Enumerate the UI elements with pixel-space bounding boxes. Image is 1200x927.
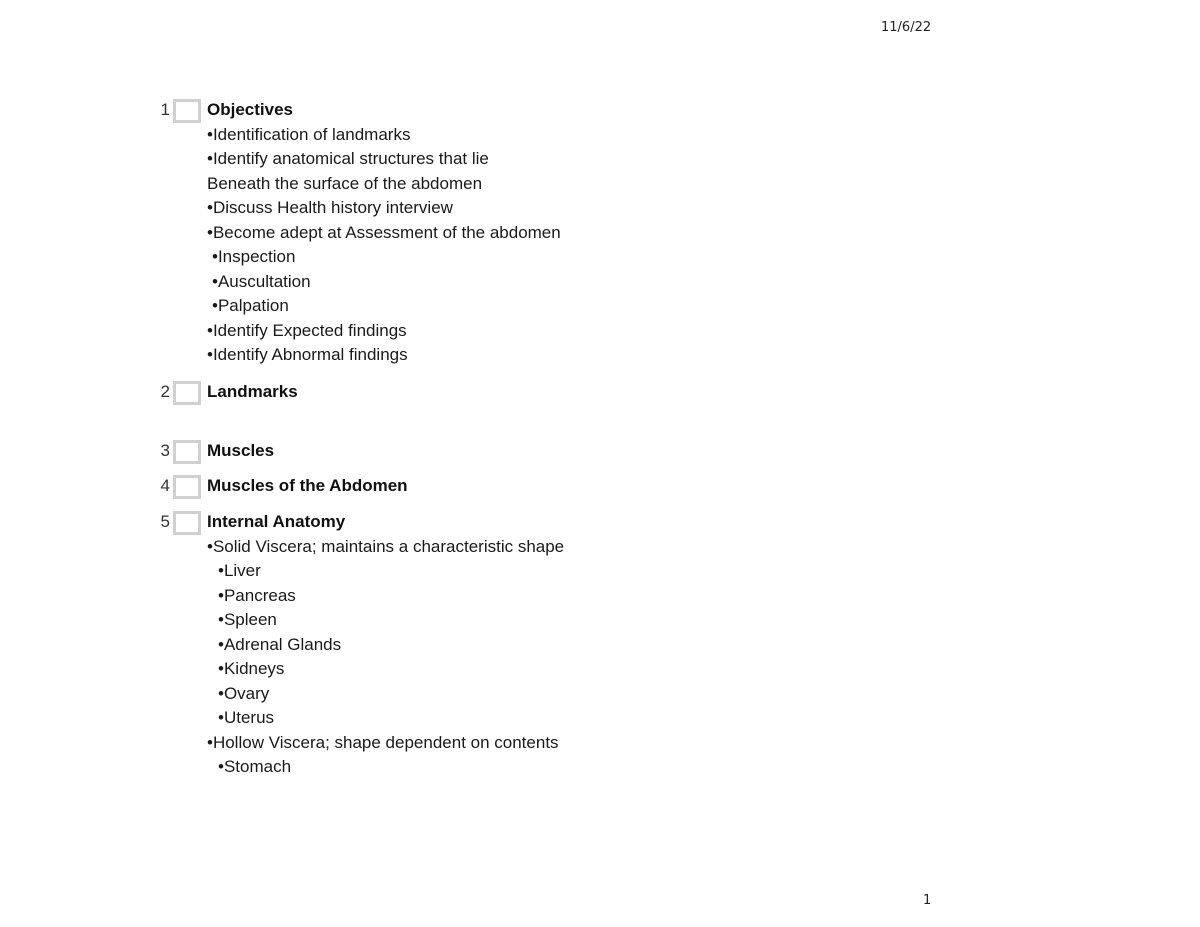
list-item: •Palpation [212, 296, 289, 315]
slide-notes [207, 535, 564, 780]
slide-thumbnail[interactable] [173, 440, 201, 464]
list-item: •Pancreas [218, 585, 296, 605]
slide-notes [207, 123, 561, 368]
slide-thumbnail[interactable] [173, 475, 201, 499]
slide-number: 5 [160, 512, 170, 531]
slide-number: 3 [160, 441, 170, 460]
list-item: •Become adept at Assessment of the abdomen [207, 222, 561, 242]
list-item: •Discuss Health history interview [207, 198, 453, 217]
slide-thumbnail[interactable] [173, 99, 201, 123]
slide-thumbnail[interactable] [173, 381, 201, 405]
list-item: •Identify Abnormal findings [207, 345, 408, 364]
slide-title: Muscles of the Abdomen [207, 476, 408, 495]
list-item: •Stomach [218, 757, 292, 776]
list-item: •Identify anatomical structures that lie [207, 149, 489, 168]
print-date: 11/6/22 [881, 20, 932, 35]
slide-title: Landmarks [207, 382, 298, 401]
page-number: 1 [923, 893, 932, 908]
list-item: •Adrenal Glands [218, 634, 342, 654]
list-item: •Solid Viscera; maintains a characteristic shape [207, 536, 565, 556]
list-item: •Ovary [218, 683, 270, 703]
slide-title: Muscles [207, 441, 275, 460]
list-item: •Hollow Viscera; shape dependent on contents [207, 732, 559, 752]
list-item: •Spleen [218, 610, 277, 629]
list-item: •Identify Expected findings [207, 320, 407, 340]
list-item: •Identification of landmarks [207, 124, 411, 144]
slide-title: Objectives [207, 100, 293, 119]
slide-number: 4 [160, 476, 170, 495]
slide-number: 1 [160, 100, 170, 119]
list-item: •Uterus [218, 708, 275, 727]
slide-thumbnail[interactable] [173, 511, 201, 535]
list-item: •Auscultation [212, 271, 311, 291]
list-item: •Kidneys [218, 659, 285, 678]
slide-number: 2 [160, 382, 170, 401]
list-item: Beneath the surface of the abdomen [207, 173, 483, 193]
slide-title: Internal Anatomy [207, 512, 346, 531]
list-item: •Liver [218, 561, 261, 580]
list-item: •Inspection [212, 247, 296, 266]
